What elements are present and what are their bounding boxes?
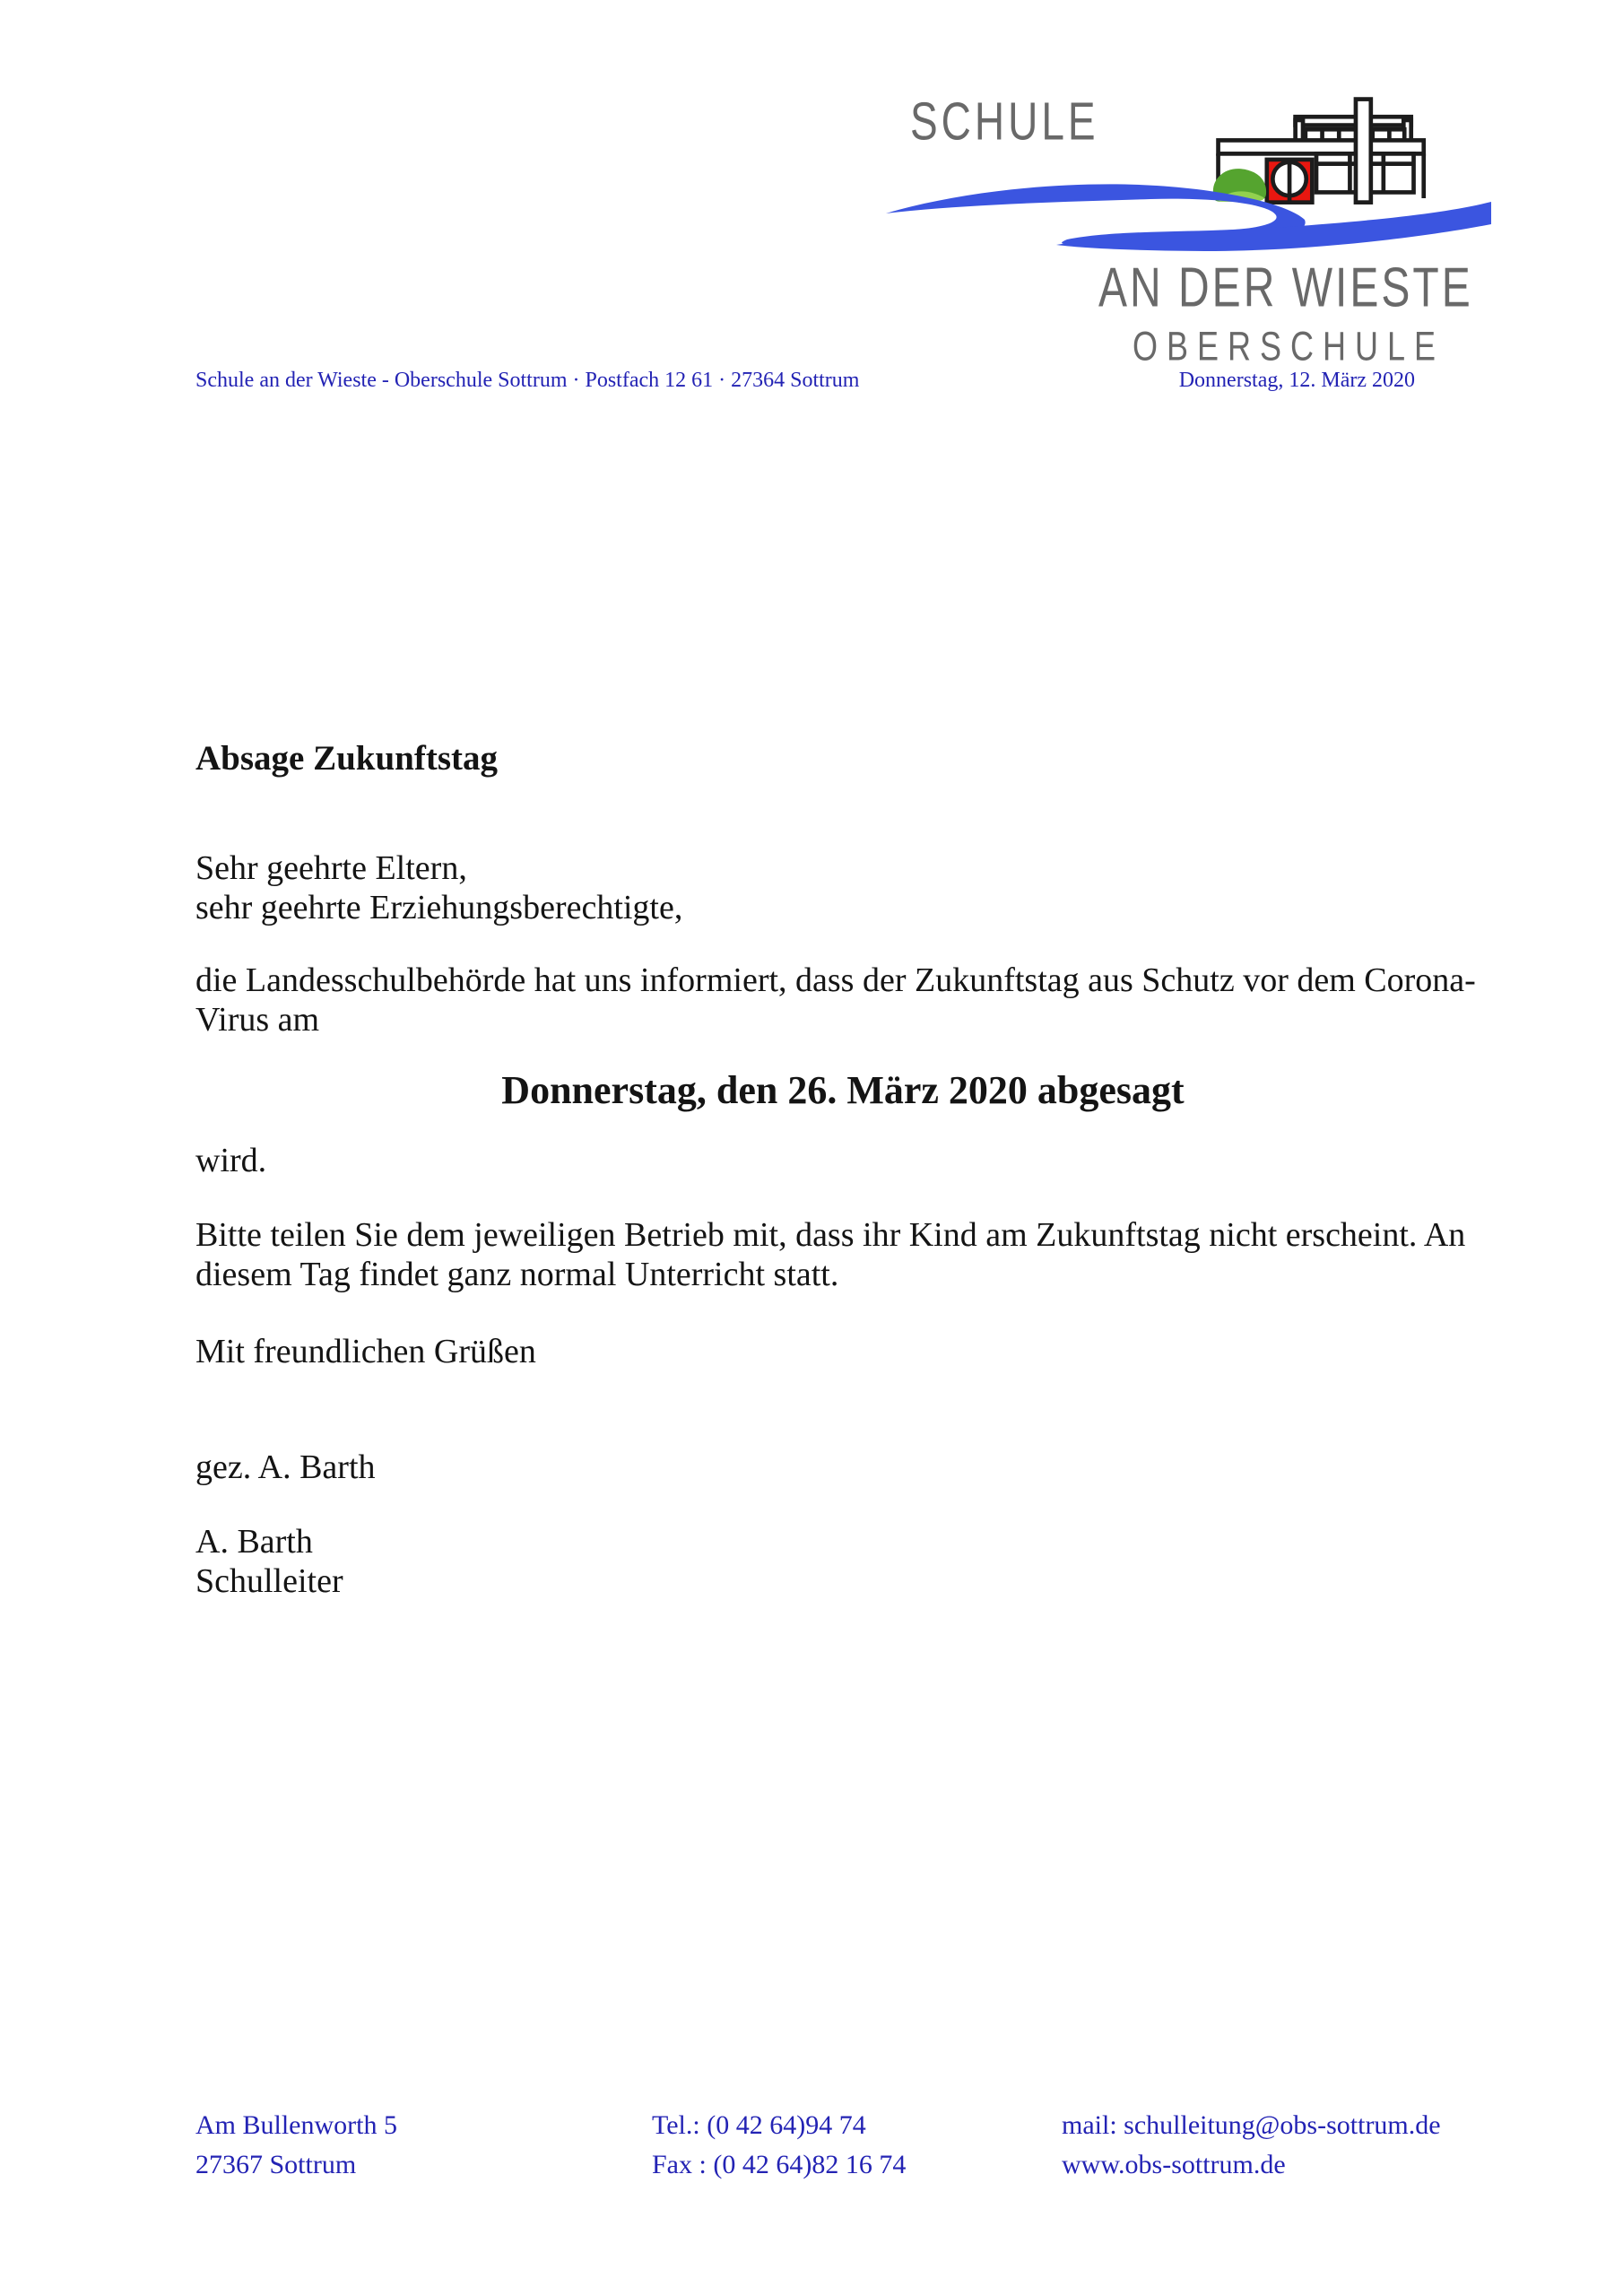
logo-schooltype: OBERSCHULE	[1133, 323, 1445, 370]
footer-address	[195, 2106, 397, 2185]
river-swoosh-icon	[883, 173, 1497, 258]
footer-tel: Tel.: (0 42 64)94 74	[652, 2110, 866, 2140]
sender-line: Schule an der Wieste - Oberschule Sottrum · Postfach 12 61 · 27364 Sottrum	[195, 369, 860, 392]
signature-role: Schulleiter	[195, 1562, 343, 1600]
subject-line: Absage Zukunftstag	[195, 739, 499, 778]
signature-name: A. Barth	[195, 1523, 313, 1561]
letterhead-row	[195, 367, 1415, 394]
paragraph-instruction	[195, 1215, 1490, 1294]
school-logo	[883, 76, 1515, 370]
salutation	[195, 848, 1490, 927]
signature-block	[195, 1522, 1490, 1601]
letter-date: Donnerstag, 12. März 2020	[1178, 369, 1415, 392]
salutation-line: sehr geehrte Erziehungsberechtigte,	[195, 889, 683, 926]
paragraph-line: diesem Tag findet ganz normal Unterricht statt.	[195, 1256, 839, 1293]
building-roof-bar	[1296, 117, 1411, 125]
footer-online	[1062, 2106, 1441, 2185]
logo-subtitle: AN DER WIESTE	[1098, 257, 1473, 319]
paragraph-wird: wird.	[195, 1142, 267, 1179]
cancellation-date-highlight: Donnerstag, den 26. März 2020 abgesagt	[501, 1068, 1185, 1112]
footer-city: 27367 Sottrum	[195, 2150, 357, 2179]
paragraph-line: die Landesschulbehörde hat uns informiert, dass der Zukunftstag aus Schutz vor dem Corona-	[195, 961, 1476, 999]
salutation-line: Sehr geehrte Eltern,	[195, 849, 467, 887]
footer-fax: Fax : (0 42 64)82 16 74	[652, 2150, 907, 2179]
footer-web: www.obs-sottrum.de	[1062, 2150, 1286, 2179]
footer-mail: mail: schulleitung@obs-sottrum.de	[1062, 2110, 1441, 2140]
signature-gez: gez. A. Barth	[195, 1448, 376, 1486]
footer-street: Am Bullenworth 5	[195, 2110, 397, 2140]
paragraph-line: Bitte teilen Sie dem jeweiligen Betrieb mit, dass ihr Kind am Zukunftstag nicht erscheint. An	[195, 1216, 1466, 1254]
footer-phone	[652, 2106, 906, 2185]
paragraph-line: Virus am	[195, 1001, 320, 1039]
logo-title: SCHULE	[910, 91, 1099, 152]
closing-formula: Mit freundlichen Grüßen	[195, 1333, 536, 1370]
letter-body	[195, 738, 1490, 1601]
paragraph-announcement	[195, 961, 1490, 1039]
